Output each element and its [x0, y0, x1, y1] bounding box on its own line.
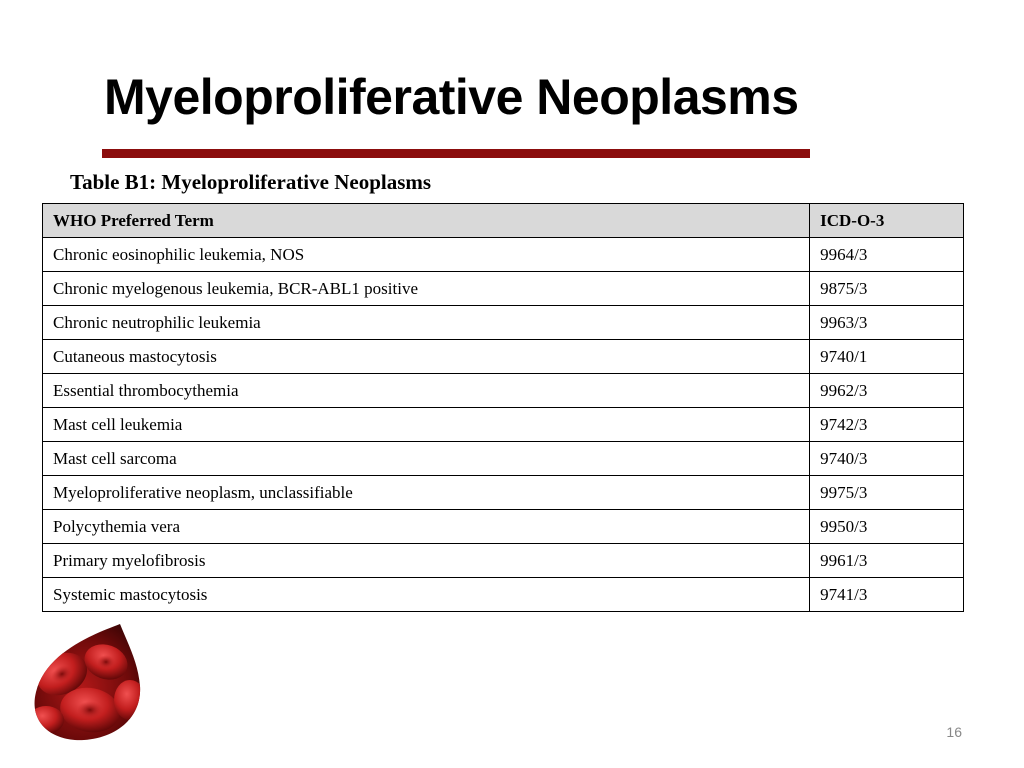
table-row [43, 238, 964, 272]
term-cell: Chronic eosinophilic leukemia, NOS [43, 238, 810, 272]
code-cell: 9740/3 [810, 442, 964, 476]
title-underline-bar [102, 149, 810, 158]
term-cell: Systemic mastocytosis [43, 578, 810, 612]
term-cell: Myeloproliferative neoplasm, unclassifiable [43, 476, 810, 510]
code-cell: 9740/1 [810, 340, 964, 374]
slide-title: Myeloproliferative Neoplasms [104, 69, 799, 125]
term-cell: Chronic neutrophilic leukemia [43, 306, 810, 340]
term-cell: Primary myelofibrosis [43, 544, 810, 578]
term-cell: Polycythemia vera [43, 510, 810, 544]
table-row [43, 510, 964, 544]
term-cell: Mast cell leukemia [43, 408, 810, 442]
table-row [43, 578, 964, 612]
header-icd-code: ICD-O-3 [810, 204, 964, 238]
term-cell: Cutaneous mastocytosis [43, 340, 810, 374]
neoplasm-table [42, 203, 964, 612]
table-row [43, 476, 964, 510]
blood-cells-drop-icon [32, 622, 144, 742]
code-cell: 9975/3 [810, 476, 964, 510]
code-cell: 9875/3 [810, 272, 964, 306]
table-row [43, 374, 964, 408]
code-cell: 9741/3 [810, 578, 964, 612]
term-cell: Mast cell sarcoma [43, 442, 810, 476]
code-cell: 9742/3 [810, 408, 964, 442]
code-cell: 9962/3 [810, 374, 964, 408]
table-header-row [43, 204, 964, 238]
code-cell: 9963/3 [810, 306, 964, 340]
table-row [43, 544, 964, 578]
table-row [43, 408, 964, 442]
term-cell: Chronic myelogenous leukemia, BCR-ABL1 positive [43, 272, 810, 306]
table-row [43, 340, 964, 374]
term-cell: Essential thrombocythemia [43, 374, 810, 408]
table-row [43, 442, 964, 476]
table-caption: Table B1: Myeloproliferative Neoplasms [70, 170, 432, 194]
title-underline [102, 149, 810, 158]
code-cell: 9964/3 [810, 238, 964, 272]
table-row [43, 306, 964, 340]
code-cell: 9950/3 [810, 510, 964, 544]
table-row [43, 272, 964, 306]
page-number: 16 [946, 724, 962, 740]
code-cell: 9961/3 [810, 544, 964, 578]
header-who-term: WHO Preferred Term [43, 204, 810, 238]
